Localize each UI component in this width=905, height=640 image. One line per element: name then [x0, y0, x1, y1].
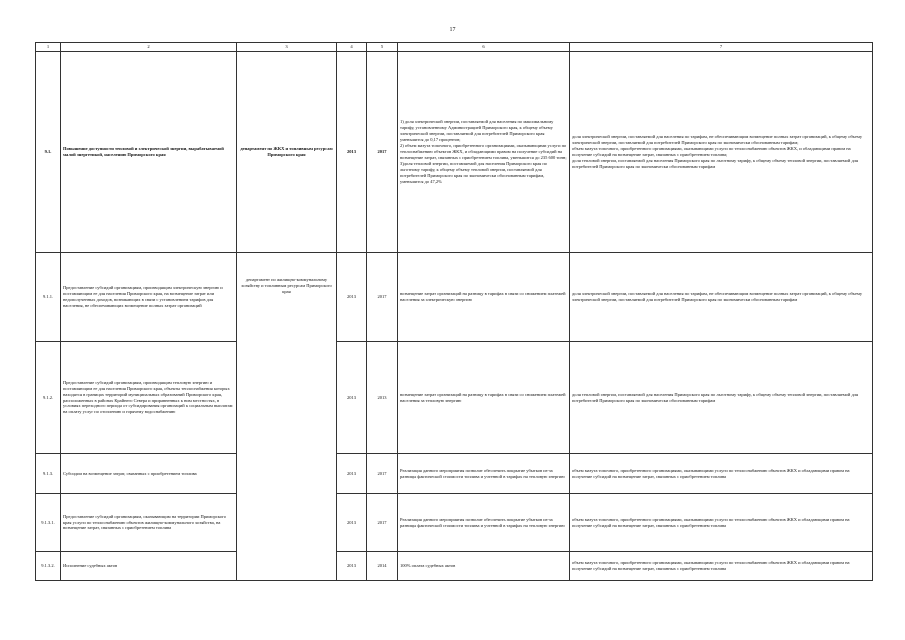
start-year: 2013: [337, 454, 367, 494]
target-indicators: доля электрической энергии, поставляемой для населения по тарифам, не обеспечивающим возмещение полных затрат организаций, к общему объему электрической энергии, поставляемой для потребителей Приморского края по экономически обоснованным тарифам; объем мазута топочного, приобретенного организациями, оказывающими услуги по теплоснабжению объектов ЖКХ, и обладающими правом на получение субсидий на возмещение затрат, связанных с приобретением топлива; доля тепловой энергии, поставляемой для населения Приморского края по льготному тарифу, к общему объему тепловой энергии, поставляемой для потребителей Приморского края по экономически обоснованным тарифам: [570, 52, 873, 253]
expected-result: 100% оплата судебных актов: [398, 552, 570, 581]
column-header: 4: [337, 43, 367, 52]
target-indicators: объем мазута топочного, приобретенного организациями, оказывающими услуги по теплоснабжению объектов ЖКХ и обладающими правом на получение субсидий на возмещение затрат, связанных с приобретением топлива: [570, 454, 873, 494]
end-year: 2017: [367, 454, 398, 494]
expected-result: 1) доля электрической энергии, поставляемой для населения по максимальному тарифу, установленному Администрацией Приморского края, к общему объему электрической энергии, поставляемой для потребителей Приморского края уменьшится до 0,17 процентов; 2) объем мазута топочного, приобретенного организациями, оказывающими услуги по теплоснабжению объектов ЖКХ, и обладающими правом на получение субсидий на возмещение затрат, связанных с приобретением топлива, уменьшится до 235 600 тонн; 3)доля тепловой энергии, поставляемой для населения Приморского края по льготному тарифу, к общему объему тепловой энергии, поставляемой для потребителей Приморского края по экономически обоснованным тарифам, уменьшится до 47,2%: [398, 52, 570, 253]
target-indicators: объем мазута топочного, приобретенного организациями, оказывающими услуги по теплоснабжению объектов ЖКХ и обладающими правом на получение субсидий на возмещение затрат, связанных с приобретением топлива: [570, 552, 873, 581]
start-year: 2013: [337, 52, 367, 253]
start-year: 2013: [337, 494, 367, 552]
executor: департамент по жилищно-коммунальному хозяйству и топливным ресурсам Приморского края: [237, 253, 337, 581]
start-year: 2013: [337, 552, 367, 581]
activity-name: Предоставление субсидий организациям, оказывающим на территории Приморского края услуги по теплоснабжению объектов жилищно-коммунального хозяйства, на возмещение затрат, связанных с приобретением топлива: [61, 494, 237, 552]
program-activities-table: [35, 42, 873, 581]
expected-result: возмещение затрат организаций на разницу в тарифах в связи со снижением платежей населения за электрическую энергию: [398, 253, 570, 342]
target-indicators: доля электрической энергии, поставляемой для населения по тарифам, не обеспечивающим возмещение полных затрат организаций, к общему объему электрической энергии, поставляемой для потребителей Приморского края по экономически обоснованным тарифам: [570, 253, 873, 342]
row-number: 9.1.3.2.: [36, 552, 61, 581]
activity-name: Субсидии на возмещение затрат, связанных с приобретением топлива: [61, 454, 237, 494]
table-row: [36, 52, 873, 253]
column-header: 3: [237, 43, 337, 52]
expected-result: возмещение затрат организаций на разницу в тарифах в связи со снижением платежей населения за тепловую энергию: [398, 342, 570, 454]
end-year: 2014: [367, 552, 398, 581]
start-year: 2013: [337, 253, 367, 342]
end-year: 2017: [367, 52, 398, 253]
activity-name: Предоставление субсидий организациям, производящим электрическую энергию и поставляющим ее для населения Приморского края, на возмещение затрат или недополученных доходов, возникающих в связи с установлением тарифов для населения, не обеспечивающих возмещение полных затрат организаций: [61, 253, 237, 342]
table-row: [36, 454, 873, 494]
header-row: [36, 43, 873, 52]
activity-name: Предоставление субсидий организациям, производящим тепловую энергию и поставляющим ее для населения Приморского края, объекты теплоснабжения которых находятся в границах территорий муниципальных образований Приморского края, расположенных в районах Крайнего Севера и приравненных к ним местностях, в условиях переходного периода от субсидирования организаций к социальным выплатам на оплату услуг по отоплению и горячему водоснабжению: [61, 342, 237, 454]
table-row: [36, 494, 873, 552]
column-header: 1: [36, 43, 61, 52]
executor: департамент по ЖКХ и топливным ресурсам Приморского края: [237, 52, 337, 253]
start-year: 2013: [337, 342, 367, 454]
table-row: [36, 552, 873, 581]
activity-name: Повышение доступности тепловой и электрической энергии, вырабатываемой малой энергетикой, населению Приморского края: [61, 52, 237, 253]
expected-result: Реализация данного мероприятия позволит обеспечить покрытие убытков из-за разницы фактической стоимости топлива и учтенной в тарифах на тепловую энергию: [398, 454, 570, 494]
row-number: 9.1.3.1.: [36, 494, 61, 552]
table-row: [36, 253, 873, 342]
end-year: 2013: [367, 342, 398, 454]
page-number: 17: [449, 27, 456, 33]
row-number: 9.1.2.: [36, 342, 61, 454]
activity-name: Исполнение судебных актов: [61, 552, 237, 581]
column-header: 7: [570, 43, 873, 52]
row-number: 9.1.3.: [36, 454, 61, 494]
row-number: 9.1.: [36, 52, 61, 253]
column-header: 6: [398, 43, 570, 52]
table-row: [36, 342, 873, 454]
target-indicators: объем мазута топочного, приобретенного организациями, оказывающими услуги по теплоснабжению объектов ЖКХ и обладающими правом на получение субсидий на возмещение затрат, связанных с приобретением топлива: [570, 494, 873, 552]
end-year: 2017: [367, 253, 398, 342]
column-header: 2: [61, 43, 237, 52]
end-year: 2017: [367, 494, 398, 552]
row-number: 9.1.1.: [36, 253, 61, 342]
expected-result: Реализация данного мероприятия позволит обеспечить покрытие убытков из-за разницы фактической стоимости топлива и учтенной в тарифах на тепловую энергию: [398, 494, 570, 552]
column-header: 5: [367, 43, 398, 52]
target-indicators: доля тепловой энергии, поставляемой для населения Приморского края по льготному тарифу, к общему объему тепловой энергии, поставляемой для потребителей Приморского края по экономически обоснованным тарифам: [570, 342, 873, 454]
